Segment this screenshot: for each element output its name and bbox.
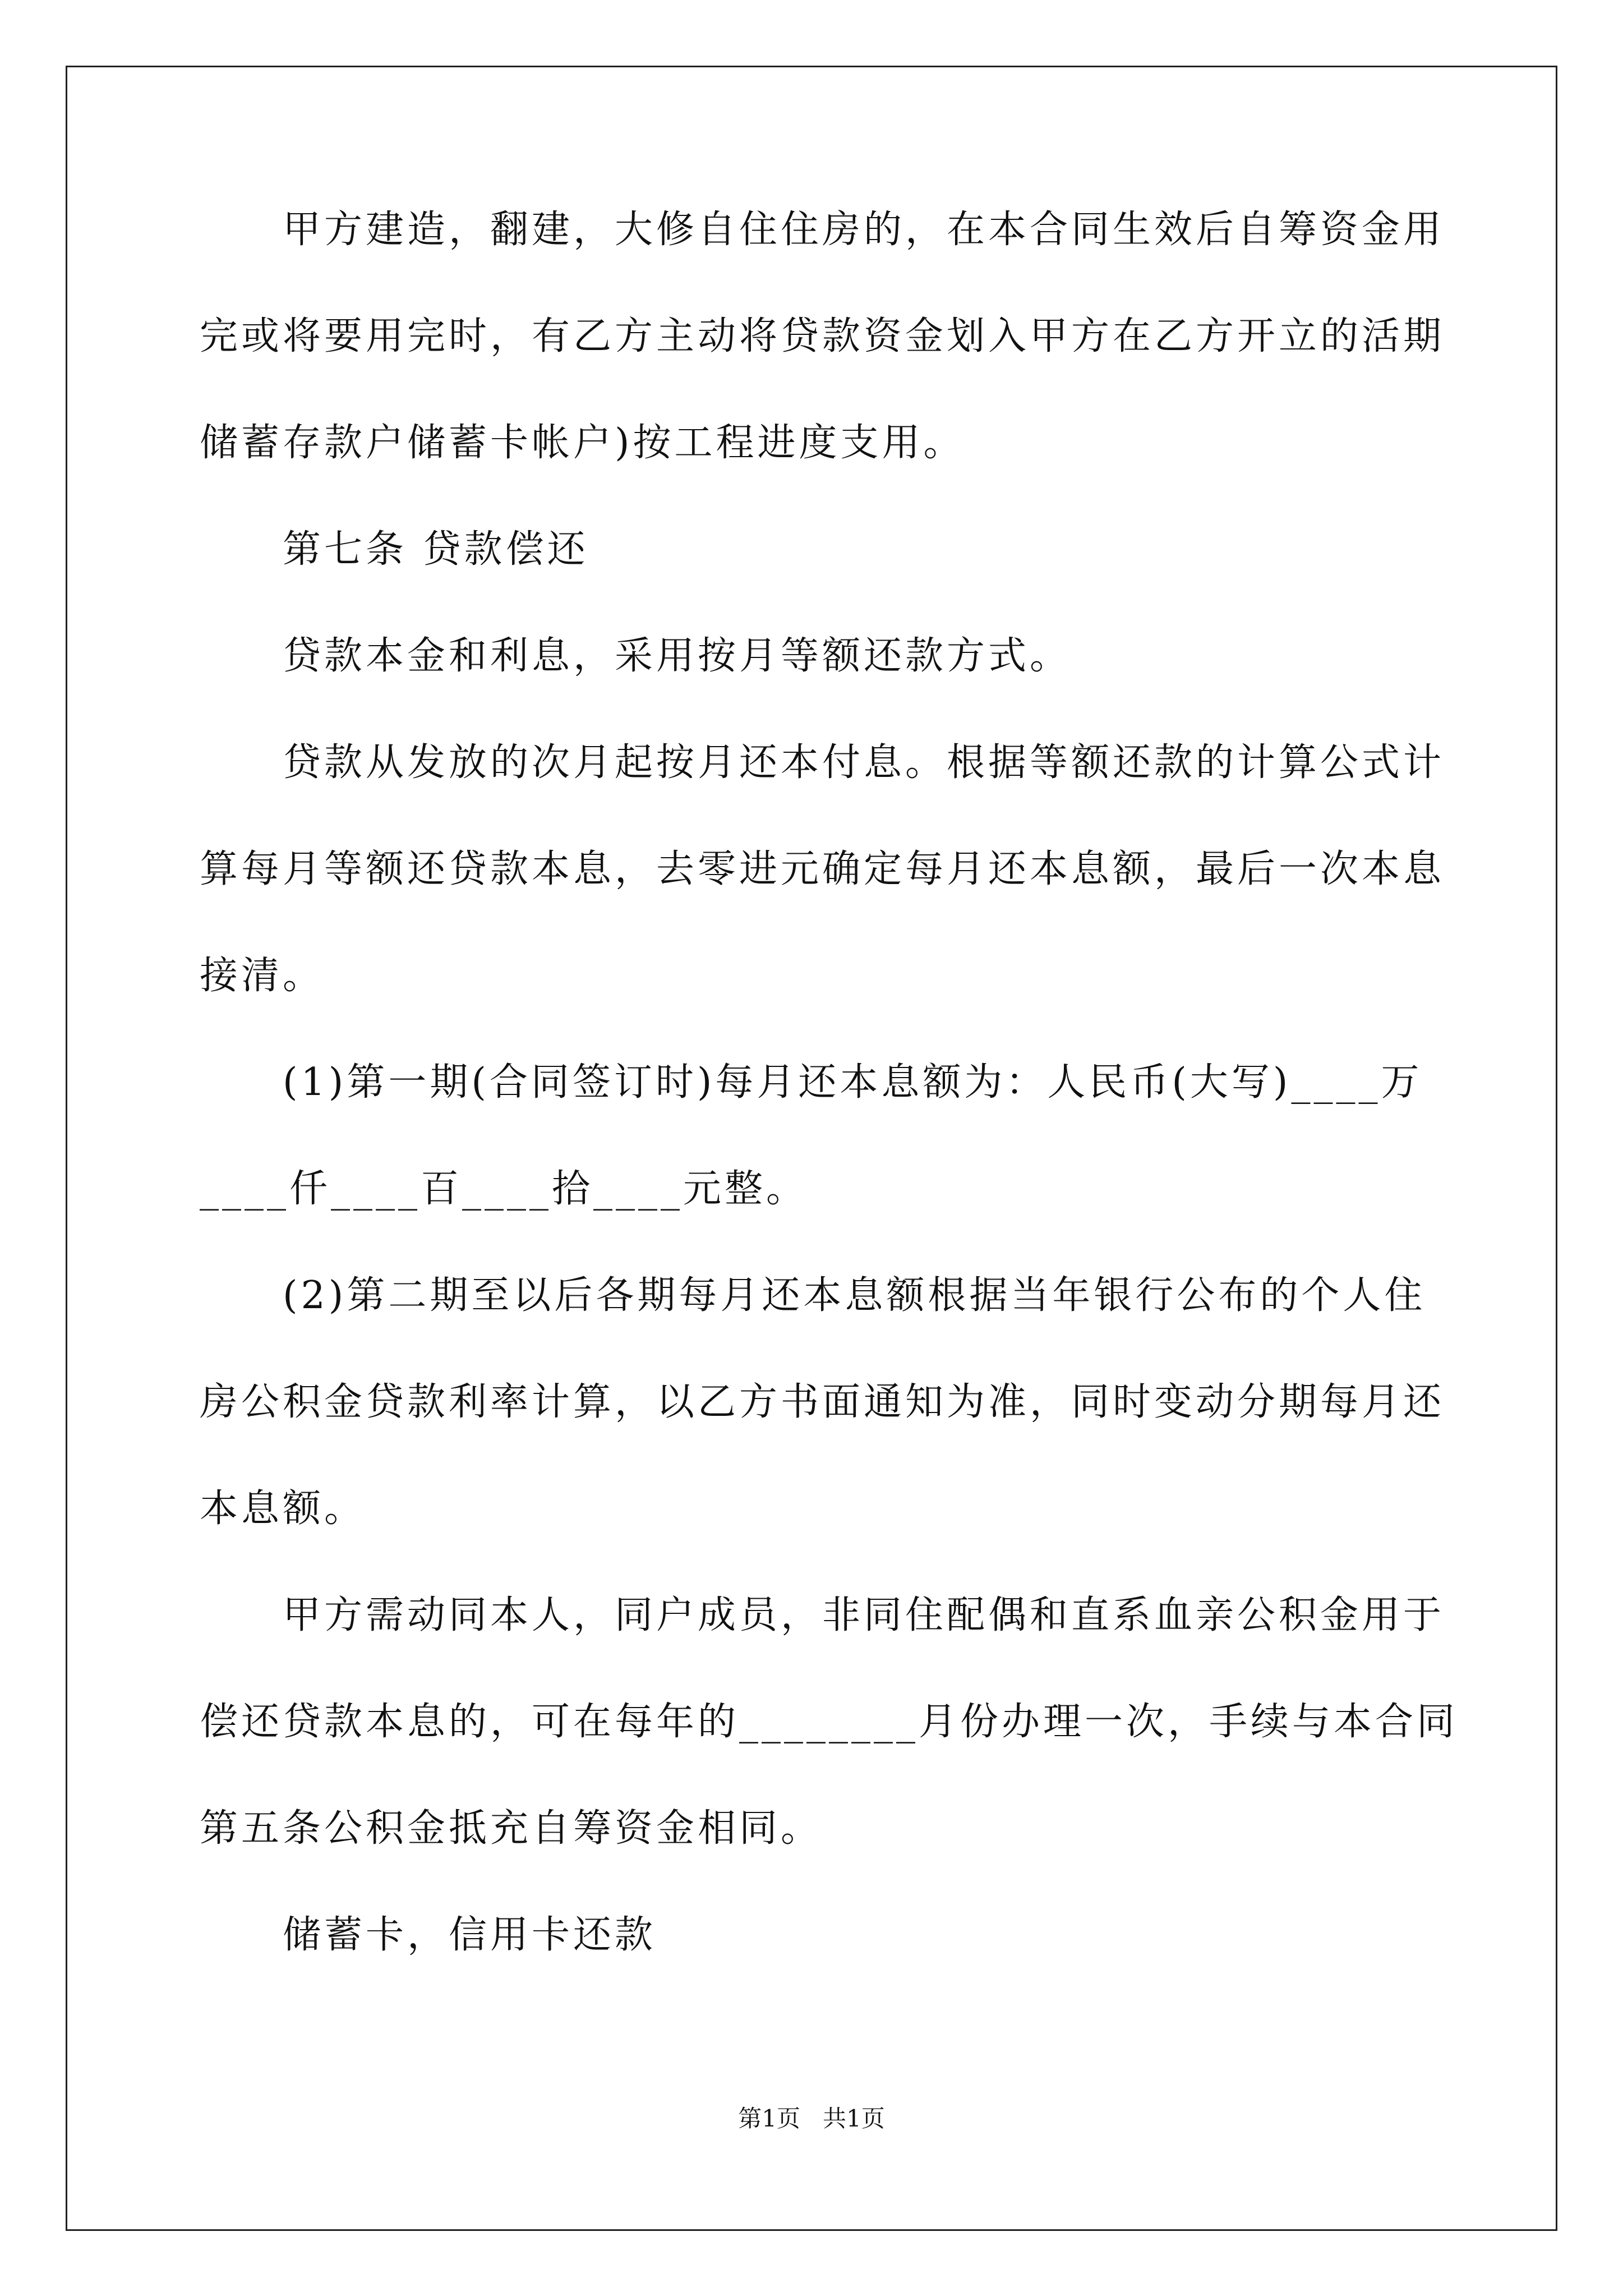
paragraph-line: 接清。 (200, 954, 325, 998)
paragraph-line: 本息额。 (200, 1487, 366, 1531)
paragraph-line: 房公积金贷款利率计算，以乙方书面通知为准，同时变动分期每月还 (200, 1380, 1445, 1424)
paragraph-line: 甲方需动同本人，同户成员，非同住配偶和直系血亲公积金用于 (283, 1593, 1445, 1637)
paragraph-line: (2)第二期至以后各期每月还本息额根据当年银行公布的个人住 (283, 1273, 1426, 1318)
paragraph-line: 储蓄存款户储蓄卡帐户)按工程进度支用。 (200, 421, 965, 465)
paragraph-line: 储蓄卡，信用卡还款 (283, 1913, 657, 1957)
paragraph-line: 第五条公积金抵充自筹资金相同。 (200, 1806, 823, 1851)
paragraph-line: 甲方建造，翻建，大修自住住房的，在本合同生效后自筹资金用 (283, 208, 1445, 252)
paragraph-line: (1)第一期(合同签订时)每月还本息额为：人民币(大写)____万 (283, 1060, 1423, 1105)
page-number-footer: 第1页 共1页 (738, 2105, 885, 2132)
paragraph-line: 贷款从发放的次月起按月还本付息。根据等额还款的计算公式计 (283, 740, 1445, 785)
paragraph-line: 完或将要用完时，有乙方主动将贷款资金划入甲方在乙方开立的活期 (200, 314, 1445, 358)
paragraph-line: 算每月等额还贷款本息，去零进元确定每月还本息额，最后一次本息 (200, 847, 1445, 891)
paragraph-line: ____仟____百____拾____元整。 (200, 1167, 808, 1211)
paragraph-line: 贷款本金和利息，采用按月等额还款方式。 (283, 634, 1072, 678)
paragraph-line: 偿还贷款本息的，可在每年的________月份办理一次，手续与本合同 (200, 1700, 1459, 1744)
section-heading: 第七条 贷款偿还 (283, 527, 589, 572)
page-border (66, 66, 1557, 2231)
